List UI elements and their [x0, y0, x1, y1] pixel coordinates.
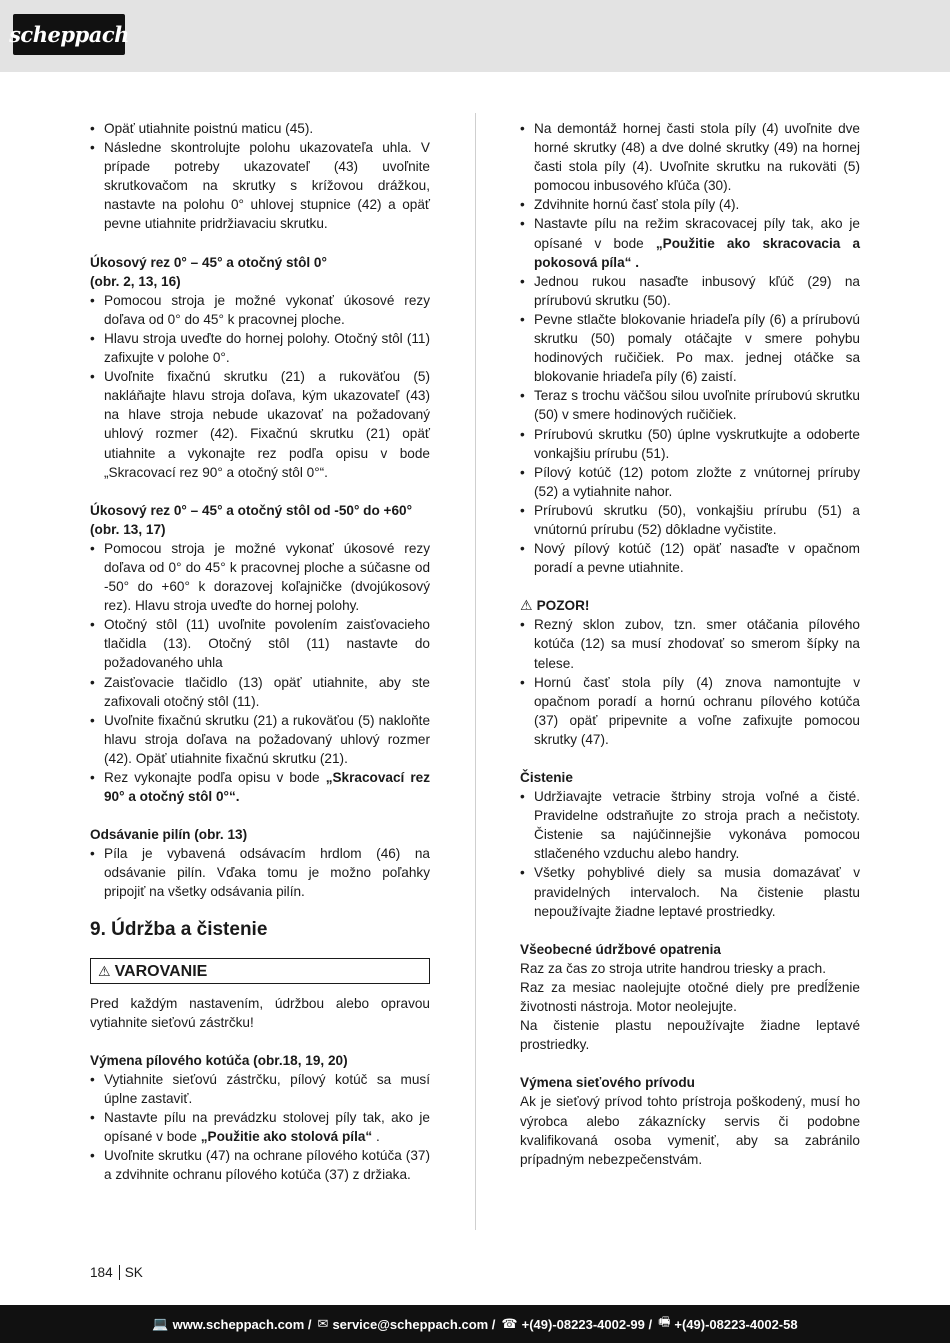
header-band — [0, 0, 950, 72]
power-cord-text: Ak je sieťový prívod tohto prístroja poškodený, musí ho výrobca alebo zákaznícky servis či podobne kvalifikovaná osoba vymeniť, aby sa zabránilo prípadným nebezpečenstvám. — [520, 1094, 860, 1167]
list-item: • Zaisťovacie tlačidlo (13) opäť utiahnite, aby ste zafixovali otočný stôl (11). — [90, 673, 430, 711]
list-item: • Na demontáž hornej časti stola píly (4) uvoľnite dve horné skrutky (48) a dve dolné skrutky (49) na hornej časti stola píly (4). Uvoľnite skrutku na rukoväti (5) pomocou inbusového kľúča (30). — [520, 119, 860, 195]
list-item: • Pevne stlačte blokovanie hriadeľa píly (6) a prírubovú skrutku (50) pomaly otáčajte v smere pohybu hodinových ručičiek. Po max. jednej otáčke sa blokovanie hriadeľa píly (6) zaistí. — [520, 310, 860, 386]
dust-extraction-list — [90, 844, 430, 901]
blade-change-heading: Výmena pílového kotúča (obr.18, 19, 20) — [90, 1052, 348, 1068]
list-item: • Udržiavajte vetracie štrbiny stroja voľné a čisté. Pravidelne odstraňujte zo stroja prach a nečistoty. Čistenie sa najúčinnejšie vykonáva pomocou stlačeného vzduchu alebo handry. — [520, 787, 860, 863]
double-bevel-figure-ref: (obr. 13, 17) — [90, 521, 166, 537]
left-column — [90, 119, 430, 1184]
list-item: • Hlavu stroja uveďte do hornej polohy. Otočný stôl (11) zafixujte v polohe 0°. — [90, 329, 430, 367]
column-divider — [475, 113, 476, 1230]
blade-change-list — [90, 1070, 430, 1185]
caution-label: POZOR! — [536, 598, 590, 614]
bevel-cut-list — [90, 291, 430, 482]
computer-icon: 💻 — [152, 1316, 169, 1331]
footer-email-link[interactable]: service@scheppach.com / — [332, 1316, 496, 1332]
maintenance-paragraph: Raz za čas zo stroja utrite handrou triesky a prach. — [520, 960, 826, 976]
list-item: • Otočný stôl (11) uvoľnite povolením zaisťovacieho tlačidla (13). Otočný stôl (11) nastavte do požadovaného uhla — [90, 615, 430, 672]
list-item-suffix: . — [631, 254, 640, 270]
list-item: • Prírubovú skrutku (50) úplne vyskrutkujte a odoberte vonkajšiu prírubu (51). — [520, 425, 860, 463]
footer-website-link[interactable]: www.scheppach.com / — [172, 1316, 312, 1332]
warning-triangle-icon: ⚠ — [98, 962, 111, 979]
warning-label: VAROVANIE — [114, 962, 208, 980]
power-cord-heading: Výmena sieťového prívodu — [520, 1075, 695, 1091]
list-item: • Pomocou stroja je možné vykonať úkosové rezy doľava od 0° do 45° k pracovnej ploche. — [90, 291, 430, 329]
list-item-text: Rez vykonajte podľa opisu v bode — [104, 770, 326, 785]
warning-text: Pred každým nastavením, údržbou alebo opravou vytiahnite sieťovú zástrčku! — [90, 995, 430, 1030]
double-bevel-heading: Úkosový rez 0° – 45° a otočný stôl od -50° do +60° — [90, 502, 413, 518]
list-item: • Pomocou stroja je možné vykonať úkosové rezy doľava od 0° do 45° k pracovnej ploche a súčasne od -50° do +60° k dorazovej koľajničke (dvojúkosový rez). Hlavu stroja uveďte do hornej polohy. — [90, 539, 430, 615]
list-item-bold-ref: „Použitie ako stolová píla“ — [200, 1129, 373, 1145]
list-item: • Hornú časť stola píly (4) znova namontujte v opačnom poradí a hornú ochranu pílového kotúča (37) opäť pripevnite a voľne zafixujte pomocou skrutky (47). — [520, 673, 860, 749]
page-number — [90, 1265, 143, 1280]
list-item: • Rezný sklon zubov, tzn. smer otáčania pílového kotúča (12) sa musí zhodovať so smerom šípky na telese. — [520, 615, 860, 672]
scheppach-logo: scheppach — [13, 14, 125, 55]
list-item: • Píla je vybavená odsávacím hrdlom (46) na odsávanie pilín. Vďaka tomu je možno poľahky pripojiť na všetky odsávania pilín. — [90, 844, 430, 901]
list-item: • Všetky pohyblivé diely sa musia domazávať v pravidelných intervaloch. Na čistenie plastu nepoužívajte žiadne leptavé prostriedky. — [520, 863, 860, 920]
bevel-cut-heading: Úkosový rez 0° – 45° a otočný stôl 0° — [90, 254, 327, 270]
maintenance-heading: Všeobecné údržbové opatrenia — [520, 941, 721, 957]
warning-box — [90, 958, 430, 984]
list-item — [520, 214, 860, 271]
maintenance-paragraph: Raz za mesiac naolejujte otočné diely pre predĺženie životnosti nástroja. Motor neolejujte. — [520, 979, 860, 1015]
cleaning-list — [520, 787, 860, 921]
fax-icon: 🖷 — [658, 1314, 671, 1329]
maintenance-paragraph: Na čistenie plastu nepoužívajte žiadne leptavé prostriedky. — [520, 1018, 860, 1053]
caution-heading — [520, 596, 860, 615]
footer-phone: +(49)-08223-4002-99 / — [521, 1316, 653, 1332]
section-title: 9. Údržba a čistenie — [90, 918, 268, 940]
warning-triangle-icon: ⚠ — [520, 597, 533, 614]
footer-bar — [0, 1305, 950, 1343]
page-language: SK — [124, 1265, 143, 1280]
list-item-suffix: . — [372, 1129, 380, 1145]
list-item: • Zdvihnite hornú časť stola píly (4). — [520, 195, 860, 214]
bevel-cut-figure-ref: (obr. 2, 13, 16) — [90, 273, 181, 289]
page-number-separator — [119, 1265, 120, 1280]
caution-list — [520, 615, 860, 749]
list-item-text: Nastavte pílu na prevádzku stolovej píly tak, ako je opísané v bode — [104, 1110, 430, 1145]
dust-extraction-heading: Odsávanie pilín (obr. 13) — [90, 827, 248, 843]
list-item: • Uvoľnite fixačnú skrutku (21) a rukoväťou (5) nakláňajte hlavu stroja doľava, kým ukazovateľ (43) na hlave stroja nebude ukazovať na požadovaný uhlový rozmer (42). Fixačnú skrutku (21) opäť utiahnite a vykonajte rez podľa opisu v bode „Skracovací rez 90° a otočný stôl 0°“. — [90, 367, 430, 482]
list-item — [90, 768, 430, 806]
cleaning-heading: Čistenie — [520, 770, 573, 785]
list-item: • Pílový kotúč (12) potom zložte z vnútornej príruby (52) a vytiahnite nahor. — [520, 463, 860, 501]
blade-change-continued-list — [520, 119, 860, 577]
list-item-bold-ref: „Skracovací rez 90° a otočný stôl 0°“. — [104, 770, 430, 805]
list-item: • Následne skontrolujte polohu ukazovateľa uhla. V prípade potreby ukazovateľ (43) uvoľnite skrutkovačom na skrutky s krížovou drážkou, nastavte na polohu 0° uhlovej stupnice (42) a opäť pevne utiahnite pridržiavaciu skrutku. — [90, 138, 430, 233]
list-item: • Uvoľnite skrutku (47) na ochrane pílového kotúča (37) a zdvihnite ochranu pílového kotúča (37) z držiaka. — [90, 1146, 430, 1184]
page-number-value: 184 — [90, 1265, 113, 1280]
list-item: • Opäť utiahnite poistnú maticu (45). — [90, 119, 430, 138]
right-column — [520, 119, 860, 1169]
intro-list — [90, 119, 430, 234]
footer-fax: +(49)-08223-4002-58 — [674, 1316, 798, 1332]
list-item: • Nový pílový kotúč (12) opäť nasaďte v opačnom poradí a pevne utiahnite. — [520, 539, 860, 577]
list-item-bold-ref: „Použitie ako skracovacia a pokosová píla“ — [534, 235, 861, 270]
list-item — [90, 1108, 430, 1146]
list-item: • Jednou rukou nasaďte inbusový kľúč (29) na prírubovú skrutku (50). — [520, 272, 860, 310]
list-item: • Uvoľnite fixačnú skrutku (21) a rukoväťou (5) nakloňte hlavu stroja doľava na požadovaný uhlový rozmer (42). Opäť utiahnite fixačnú skrutku (21). — [90, 711, 430, 768]
double-bevel-list — [90, 539, 430, 806]
list-item: • Teraz s trochu väčšou silou uvoľnite prírubovú skrutku (50) v smere hodinových ručičiek. — [520, 386, 860, 424]
list-item: • Prírubovú skrutku (50), vonkajšiu prírubu (51) a vnútornú prírubu (52) dôkladne vyčistite. — [520, 501, 860, 539]
phone-icon: ☎ — [501, 1316, 518, 1331]
list-item-text: Nastavte pílu na režim skracovacej píly tak, ako je opísané v bode — [534, 216, 860, 251]
mail-icon: ✉ — [317, 1316, 329, 1331]
list-item: • Vytiahnite sieťovú zástrčku, pílový kotúč sa musí úplne zastaviť. — [90, 1070, 430, 1108]
